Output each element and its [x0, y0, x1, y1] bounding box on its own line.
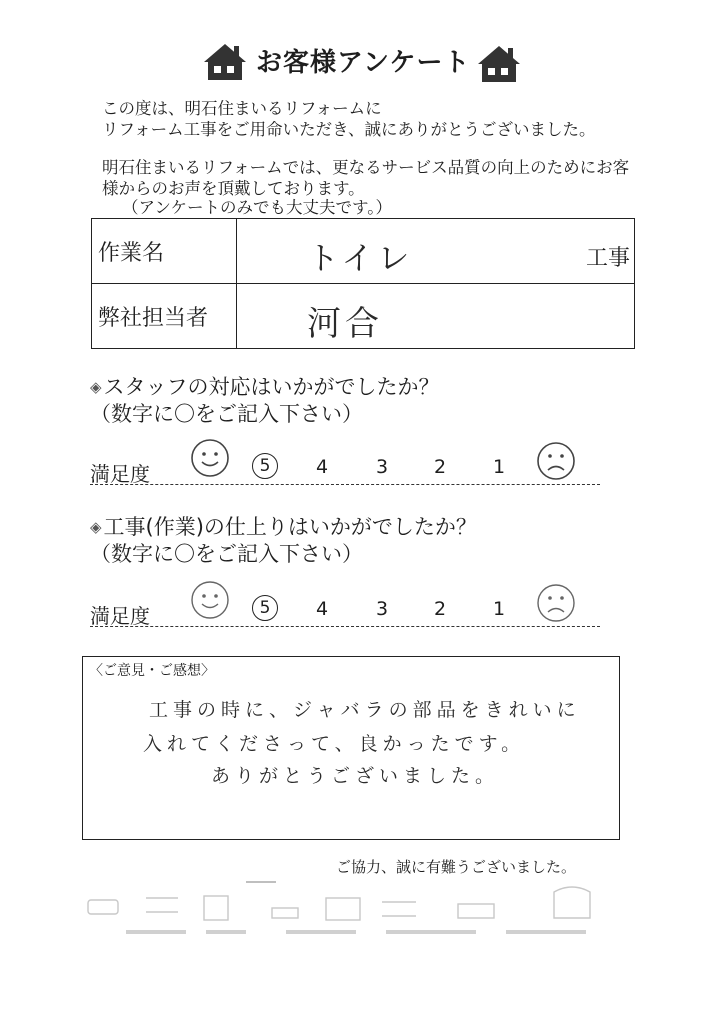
q2-question-text: 工事(作業)の仕上りはいかがでしたか？: [103, 515, 477, 539]
page-title: お客様アンケート: [256, 48, 471, 78]
rating-line: [90, 484, 600, 485]
q2-option-3[interactable]: 3: [375, 598, 389, 620]
q1-option-4[interactable]: 4: [315, 456, 329, 478]
q2-option-5[interactable]: 5: [252, 595, 278, 621]
q2-rating: [90, 580, 650, 640]
intro-line-1: この度は、明石住まいるリフォームに: [102, 99, 382, 118]
intro-line-2: リフォーム工事をご用命いただき、誠にありがとうございました。: [102, 120, 596, 139]
survey-title: [200, 36, 530, 86]
staff-row: [92, 284, 635, 349]
q1-option-3[interactable]: 3: [375, 456, 389, 478]
intro-line-3: 明石住まいるリフォームでは、更なるサービス品質の向上のためにお客: [102, 158, 630, 177]
q2-option-2[interactable]: 2: [433, 598, 447, 620]
frowning-face-icon: [536, 441, 576, 481]
q2-option-4[interactable]: 4: [315, 598, 329, 620]
q2-instruction: （数字に〇をご記入下さい）: [90, 542, 363, 566]
q1-option-5[interactable]: 5: [252, 453, 278, 479]
staff-label: 弊社担当者: [92, 284, 237, 349]
rating-line: [90, 626, 600, 627]
staff-value: 河合: [307, 304, 383, 344]
q2-rating-label: 満足度: [90, 604, 150, 628]
q2-option-1[interactable]: 1: [492, 598, 506, 620]
q2-question: [90, 514, 477, 541]
comments-label: 〈ご意見・ご感想〉: [89, 663, 215, 679]
work-field[interactable]: [237, 219, 635, 284]
intro-line-4: 様からのお声を頂戴しております。: [102, 179, 365, 198]
comments-box[interactable]: [82, 656, 620, 840]
work-label: 作業名: [92, 219, 237, 284]
house-icon: [202, 42, 248, 82]
diamond-icon: ◈: [90, 378, 102, 396]
smiley-face-icon: [190, 580, 230, 620]
decorative-footer-graphic: [86, 878, 626, 948]
work-row: [92, 219, 635, 284]
comment-line-2: 入れてくださって、良かったです。: [143, 733, 526, 755]
q1-instruction: （数字に〇をご記入下さい）: [90, 402, 363, 426]
work-value: トイレ: [307, 239, 414, 277]
comment-line-1: 工事の時に、ジャバラの部品をきれいに: [149, 699, 581, 721]
q1-rating: [90, 438, 650, 498]
q1-option-2[interactable]: 2: [433, 456, 447, 478]
smiley-face-icon: [190, 438, 230, 478]
staff-field[interactable]: [237, 284, 635, 349]
work-suffix: 工事: [585, 246, 630, 271]
q1-option-1[interactable]: 1: [492, 456, 506, 478]
q1-rating-label: 満足度: [90, 462, 150, 486]
frowning-face-icon: [536, 583, 576, 623]
q1-question-text: スタッフの対応はいかがでしたか？: [103, 375, 440, 399]
comment-line-3: ありがとうございました。: [211, 765, 500, 787]
intro-line-5: （アンケートのみでも大丈夫です。）: [122, 198, 392, 217]
q1-question: [90, 374, 440, 401]
diamond-icon: ◈: [90, 518, 102, 536]
info-table: [91, 218, 635, 349]
closing-message: ご協力、誠に有難うございました。: [336, 858, 577, 876]
house-icon: [476, 44, 522, 84]
